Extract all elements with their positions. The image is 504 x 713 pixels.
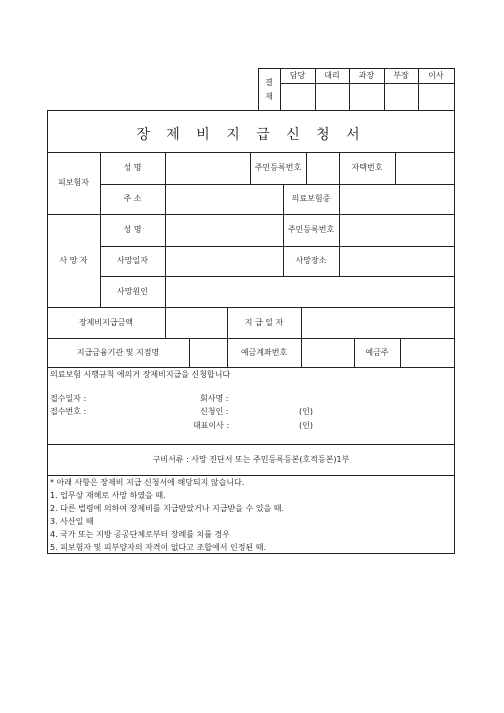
insured-card-field[interactable] [340,185,454,214]
insured-id-label: 주민등록번호 [254,163,302,172]
company-label: 회사명 : [200,394,229,403]
death-cause-label: 사망원인 [117,287,148,296]
deceased-section-label: 사 망 자 [59,256,88,265]
ceo-seal: (인) [299,421,313,430]
insured-card-label: 의료보험증 [291,194,331,203]
notes-intro: * 아래 사항은 장제비 지급 신청서에 해당되지 않습니다. [50,478,245,487]
application-statement: 의료보험 시행규칙 에의거 장제비지급을 신청합니다 [50,370,231,379]
insured-id-field[interactable] [307,153,339,184]
notes-item: 5. 피보험자 및 피부양자의 자격이 없다고 조합에서 인정된 때. [50,543,266,552]
ceo-label: 대표이사 : [193,421,230,430]
approval-sign-부장[interactable] [385,84,418,110]
death-date-label: 사망일자 [117,256,148,265]
approval-col-부장: 부장 [393,71,409,80]
approval-label-1: 결 [265,78,273,87]
notes-item: 2. 다른 법령에 의하여 장제비를 지급받았거나 지급받을 수 있을 때. [50,504,284,513]
account-label: 예금계좌번호 [240,348,288,357]
approval-sign-대리[interactable] [316,84,349,110]
bank-field[interactable] [190,339,227,367]
pay-date-field[interactable] [302,308,454,338]
deceased-name-field[interactable] [166,215,283,246]
death-place-field[interactable] [340,247,454,276]
required-documents: 구비서류 : 사망 진단서 또는 주민등록등본(호적등본)1부 [152,455,350,464]
insured-phone-field[interactable] [396,153,454,184]
insured-name-field[interactable] [166,153,250,184]
approval-label-2: 재 [265,92,273,101]
approval-col-담당: 담당 [289,71,306,80]
amount-label: 장제비지급금액 [78,318,134,327]
depositor-label: 예금주 [365,348,389,357]
deceased-id-label: 주민등록번호 [287,225,335,234]
deceased-name-label: 성 명 [123,225,142,234]
bank-label: 지급금융기관 및 지점명 [76,348,160,357]
form-title: 장 제 비 지 급 신 청 서 [136,127,366,143]
receipt-no-label: 접수번호 : [50,407,87,416]
applicant-label: 신청인 : [200,407,229,416]
pay-date-label: 지 급 일 자 [244,318,284,327]
notes-item: 4. 국가 또는 지방 공공단체로부터 장례를 치룰 경우 [50,530,230,539]
insured-name-label: 성 명 [123,163,142,172]
death-cause-field[interactable] [166,277,454,307]
insured-section-label: 피보험자 [58,178,89,187]
account-field[interactable] [302,339,354,367]
approval-sign-담당[interactable] [281,84,315,110]
approval-sign-이사[interactable] [419,84,454,110]
amount-field[interactable] [166,308,227,338]
insured-address-label: 주 소 [123,194,142,203]
notes-item: 1. 업무상 재해로 사망 하였을 때. [50,491,166,500]
approval-col-대리: 대리 [324,71,340,80]
applicant-seal: (인) [299,407,313,416]
insured-phone-label: 자택번호 [351,163,383,172]
death-date-field[interactable] [166,247,283,276]
depositor-field[interactable] [401,339,454,367]
receipt-date-label: 접수일자 : [50,394,87,403]
notes-item: 3. 사산일 때 [50,517,94,526]
approval-sign-과장[interactable] [350,84,384,110]
deceased-id-field[interactable] [340,215,454,246]
death-place-label: 사망장소 [295,256,327,265]
approval-col-이사: 이사 [428,71,444,80]
approval-col-과장: 과장 [358,71,375,80]
insured-address-field[interactable] [166,185,283,214]
